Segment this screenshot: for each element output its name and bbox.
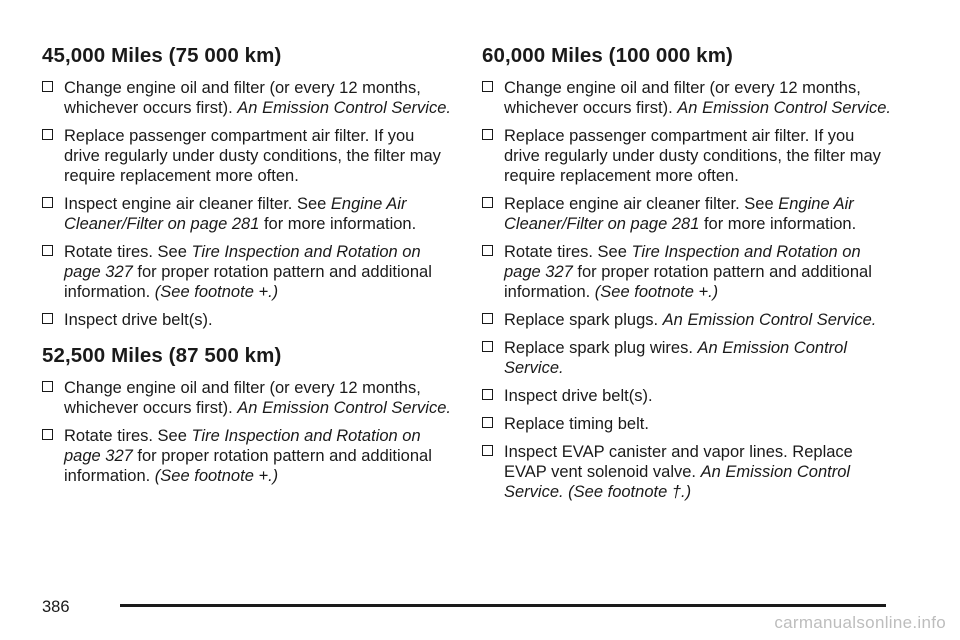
checkbox-icon[interactable]	[482, 445, 493, 456]
checkbox-icon[interactable]	[482, 81, 493, 92]
checklist-item: Change engine oil and filter (or every 12 months, whichever occurs first). An Emission Control Service.	[42, 378, 452, 418]
checkbox-icon[interactable]	[482, 313, 493, 324]
left-column	[42, 44, 452, 494]
checklist-item: Replace passenger compartment air filter. If you drive regularly under dusty conditions, the filter may require replacement more often.	[42, 126, 452, 186]
checkbox-icon[interactable]	[42, 381, 53, 392]
section-heading-60000: 60,000 Miles (100 000 km)	[482, 44, 733, 67]
checkbox-icon[interactable]	[482, 245, 493, 256]
checklist-item: Replace spark plug wires. An Emission Control Service.	[482, 338, 892, 378]
section-heading-52500: 52,500 Miles (87 500 km)	[42, 344, 282, 367]
checkbox-icon[interactable]	[482, 129, 493, 140]
checkbox-icon[interactable]	[42, 197, 53, 208]
page-reference-link[interactable]: Tire Inspection and Rotation on page 327	[64, 243, 421, 281]
right-column	[482, 44, 892, 510]
checklist-item: Inspect EVAP canister and vapor lines. Replace EVAP vent solenoid valve. An Emission Control Service. (See footnote †.)	[482, 442, 892, 502]
checklist-item: Change engine oil and filter (or every 12 months, whichever occurs first). An Emission Control Service.	[482, 78, 892, 118]
checklist-item: Replace engine air cleaner filter. See Engine Air Cleaner/Filter on page 281 for more information.	[482, 194, 892, 234]
page-reference-link[interactable]: Tire Inspection and Rotation on page 327	[64, 427, 421, 465]
page-reference-link[interactable]: Tire Inspection and Rotation on page 327	[504, 243, 861, 281]
checklist-item: Inspect drive belt(s).	[482, 386, 892, 406]
checkbox-icon[interactable]	[42, 81, 53, 92]
page-reference-link[interactable]: Engine Air Cleaner/Filter on page 281	[64, 195, 407, 233]
checkbox-icon[interactable]	[482, 417, 493, 428]
page-reference-link[interactable]: Engine Air Cleaner/Filter on page 281	[504, 195, 854, 233]
checkbox-icon[interactable]	[482, 389, 493, 400]
checklist-item: Rotate tires. See Tire Inspection and Rotation on page 327 for proper rotation pattern and additional information. (See footnote +.)	[42, 242, 452, 302]
checklist-item: Rotate tires. See Tire Inspection and Rotation on page 327 for proper rotation pattern and additional information. (See footnote +.)	[42, 426, 452, 486]
checklist-item: Inspect drive belt(s).	[42, 310, 452, 330]
section-heading-45000: 45,000 Miles (75 000 km)	[42, 44, 282, 67]
footer-divider	[120, 604, 886, 607]
checkbox-icon[interactable]	[42, 245, 53, 256]
checkbox-icon[interactable]	[482, 197, 493, 208]
checkbox-icon[interactable]	[42, 429, 53, 440]
checklist-item: Inspect engine air cleaner filter. See Engine Air Cleaner/Filter on page 281 for more information.	[42, 194, 452, 234]
checklist-item: Replace timing belt.	[482, 414, 892, 434]
checklist-item: Change engine oil and filter (or every 12 months, whichever occurs first). An Emission Control Service.	[42, 78, 452, 118]
checkbox-icon[interactable]	[42, 313, 53, 324]
watermark: carmanualsonline.info	[774, 613, 946, 632]
checklist-item: Rotate tires. See Tire Inspection and Rotation on page 327 for proper rotation pattern and additional information. (See footnote +.)	[482, 242, 892, 302]
page-number: 386	[42, 598, 70, 616]
checkbox-icon[interactable]	[482, 341, 493, 352]
checklist-item: Replace spark plugs. An Emission Control Service.	[482, 310, 892, 330]
checkbox-icon[interactable]	[42, 129, 53, 140]
checklist-item: Replace passenger compartment air filter. If you drive regularly under dusty conditions, the filter may require replacement more often.	[482, 126, 892, 186]
